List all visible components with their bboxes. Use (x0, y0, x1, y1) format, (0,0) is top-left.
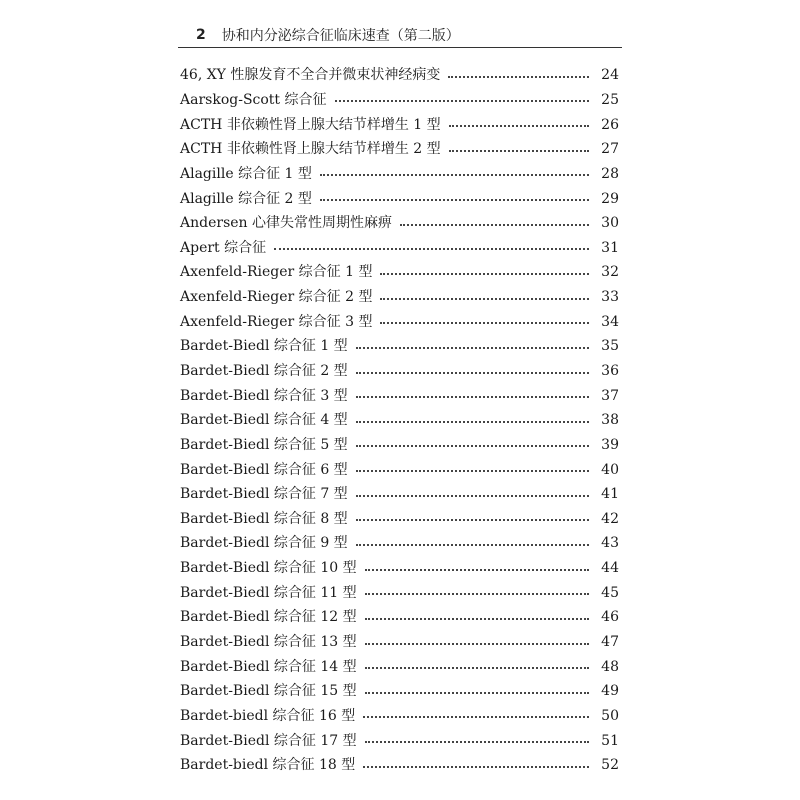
toc-entry-page: 48 (601, 658, 619, 675)
toc-entry-page: 40 (601, 461, 619, 478)
toc-entry-title: Bardet-Biedl 综合征 1 型 (180, 338, 348, 355)
toc-entry-title: Bardet-biedl 综合征 18 型 (180, 757, 356, 774)
toc-entry-page: 46 (601, 609, 619, 626)
toc-entry-page: 39 (601, 436, 619, 453)
toc-entry-page: 38 (601, 412, 619, 429)
toc-entry[interactable] (180, 580, 619, 605)
toc-entry-title: Axenfeld-Rieger 综合征 3 型 (180, 313, 373, 330)
toc-entry-title: Aarskog-Scott 综合征 (180, 91, 327, 108)
toc-entry-title: ACTH 非依赖性肾上腺大结节样增生 1 型 (180, 116, 441, 133)
toc-entry[interactable] (180, 88, 619, 113)
toc-entry[interactable] (180, 162, 619, 187)
toc-entry[interactable] (180, 605, 619, 630)
toc-entry-title: Bardet-Biedl 综合征 5 型 (180, 436, 348, 453)
toc-entry[interactable] (180, 260, 619, 285)
toc-dot-leader (365, 691, 589, 694)
toc-entry[interactable] (180, 433, 619, 458)
toc-dot-leader (365, 592, 589, 595)
toc-entry-page: 28 (601, 165, 619, 182)
toc-dot-leader (356, 469, 589, 472)
toc-entry[interactable] (180, 186, 619, 211)
toc-dot-leader (365, 740, 589, 743)
toc-entry[interactable] (180, 482, 619, 507)
toc-dot-leader (320, 198, 589, 201)
toc-entry-title: Bardet-Biedl 综合征 14 型 (180, 658, 357, 675)
toc-entry-page: 44 (601, 560, 619, 577)
toc-dot-leader (274, 247, 589, 250)
toc-dot-leader (363, 715, 589, 718)
toc-entry-title: 46, XY 性腺发育不全合并微束状神经病变 (180, 67, 441, 84)
toc-entry-title: Alagille 综合征 2 型 (180, 190, 312, 207)
toc-entry-page: 51 (601, 732, 619, 749)
toc-entry[interactable] (180, 235, 619, 260)
toc-entry-page: 50 (601, 707, 619, 724)
toc-entry-page: 36 (601, 363, 619, 379)
toc-dot-leader (356, 346, 589, 349)
toc-entry[interactable] (180, 112, 619, 137)
toc-entry[interactable] (180, 753, 619, 778)
toc-dot-leader (449, 149, 589, 152)
toc-entry-page: 45 (601, 584, 619, 601)
toc-entry[interactable] (180, 630, 619, 655)
toc-entry[interactable] (180, 507, 619, 532)
toc-entry-page: 52 (601, 757, 619, 774)
toc-dot-leader (365, 642, 589, 645)
toc-entry-title: Bardet-Biedl 综合征 2 型 (180, 363, 348, 379)
toc-entry-page: 37 (601, 387, 619, 404)
toc-entry[interactable] (180, 654, 619, 679)
toc-entry-page: 29 (601, 190, 619, 207)
toc-entry-title: Bardet-Biedl 综合征 7 型 (180, 486, 348, 503)
toc-entry-page: 47 (601, 634, 619, 651)
toc-entry-title: ACTH 非依赖性肾上腺大结节样增生 2 型 (180, 141, 441, 158)
toc-entry[interactable] (180, 531, 619, 556)
toc-dot-leader (320, 173, 589, 176)
toc-dot-leader (365, 617, 589, 620)
toc-entry[interactable] (180, 556, 619, 581)
toc-entry[interactable] (180, 63, 619, 88)
toc-dot-leader (356, 395, 589, 398)
toc-entry-title: Bardet-Biedl 综合征 10 型 (180, 560, 357, 577)
toc-entry-page: 42 (601, 510, 619, 527)
toc-entry-title: Axenfeld-Rieger 综合征 1 型 (180, 264, 373, 281)
toc-entry[interactable] (180, 383, 619, 408)
toc-dot-leader (335, 99, 589, 102)
toc-entry-title: Bardet-Biedl 综合征 13 型 (180, 634, 357, 651)
toc-entry-page: 31 (601, 239, 619, 256)
toc-dot-leader (380, 297, 589, 300)
toc-entry[interactable] (180, 285, 619, 310)
toc-entry-title: Apert 综合征 (180, 239, 267, 256)
toc-dot-leader (365, 666, 589, 669)
toc-entry-title: Bardet-biedl 综合征 16 型 (180, 707, 356, 724)
toc-entry-title: Bardet-Biedl 综合征 8 型 (180, 510, 348, 527)
toc-dot-leader (365, 568, 589, 571)
toc-entry-page: 43 (601, 535, 619, 552)
toc-entry-page: 25 (601, 91, 619, 108)
toc-entry-page: 35 (601, 338, 619, 355)
toc-entry[interactable] (180, 408, 619, 433)
toc-entry-title: Bardet-Biedl 综合征 17 型 (180, 732, 357, 749)
toc-entry[interactable] (180, 137, 619, 162)
toc-entry-page: 33 (601, 289, 619, 306)
toc-entry-page: 30 (601, 215, 619, 232)
toc-dot-leader (380, 272, 589, 275)
toc-dot-leader (356, 444, 589, 447)
toc-entry-title: Bardet-Biedl 综合征 6 型 (180, 461, 348, 478)
toc-dot-leader (363, 765, 589, 768)
toc-dot-leader (356, 543, 589, 546)
toc-dot-leader (449, 124, 589, 127)
toc-entry[interactable] (180, 679, 619, 704)
toc-entry-title: Bardet-Biedl 综合征 4 型 (180, 412, 348, 429)
toc-entry-page: 41 (601, 486, 619, 503)
toc-entry-title: Bardet-Biedl 综合征 15 型 (180, 683, 357, 700)
toc-entry-page: 27 (601, 141, 619, 158)
book-title: 协和内分泌综合征临床速查（第二版） (221, 28, 460, 44)
toc-entry[interactable] (180, 728, 619, 753)
toc-entry-title: Bardet-Biedl 综合征 12 型 (180, 609, 357, 626)
toc-entry[interactable] (180, 211, 619, 236)
running-header (178, 25, 622, 45)
toc-entry[interactable] (180, 704, 619, 729)
toc-dot-leader (356, 371, 589, 374)
page-number: 2 (196, 27, 206, 43)
toc-entry[interactable] (180, 457, 619, 482)
header-rule (178, 47, 622, 48)
toc-dot-leader (380, 321, 589, 324)
toc-dot-leader (400, 223, 589, 226)
toc-entry-page: 49 (601, 683, 619, 700)
toc-entry-page: 32 (601, 264, 619, 281)
toc-dot-leader (356, 420, 589, 423)
toc-dot-leader (356, 518, 589, 521)
toc-entry[interactable] (180, 334, 619, 359)
toc-entry-title: Axenfeld-Rieger 综合征 2 型 (180, 289, 373, 306)
table-of-contents (180, 63, 619, 778)
toc-entry-title: Bardet-Biedl 综合征 3 型 (180, 387, 348, 404)
toc-entry-title: Bardet-Biedl 综合征 9 型 (180, 535, 348, 552)
toc-entry-page: 24 (601, 67, 619, 84)
toc-entry-title: Bardet-Biedl 综合征 11 型 (180, 584, 357, 601)
toc-dot-leader (448, 75, 589, 78)
toc-entry-title: Alagille 综合征 1 型 (180, 165, 312, 182)
toc-entry[interactable] (180, 309, 619, 334)
toc-entry-title: Andersen 心律失常性周期性麻痹 (180, 215, 393, 232)
toc-dot-leader (356, 494, 589, 497)
toc-entry[interactable] (180, 359, 619, 384)
toc-entry-page: 34 (601, 313, 619, 330)
toc-entry-page: 26 (601, 116, 619, 133)
